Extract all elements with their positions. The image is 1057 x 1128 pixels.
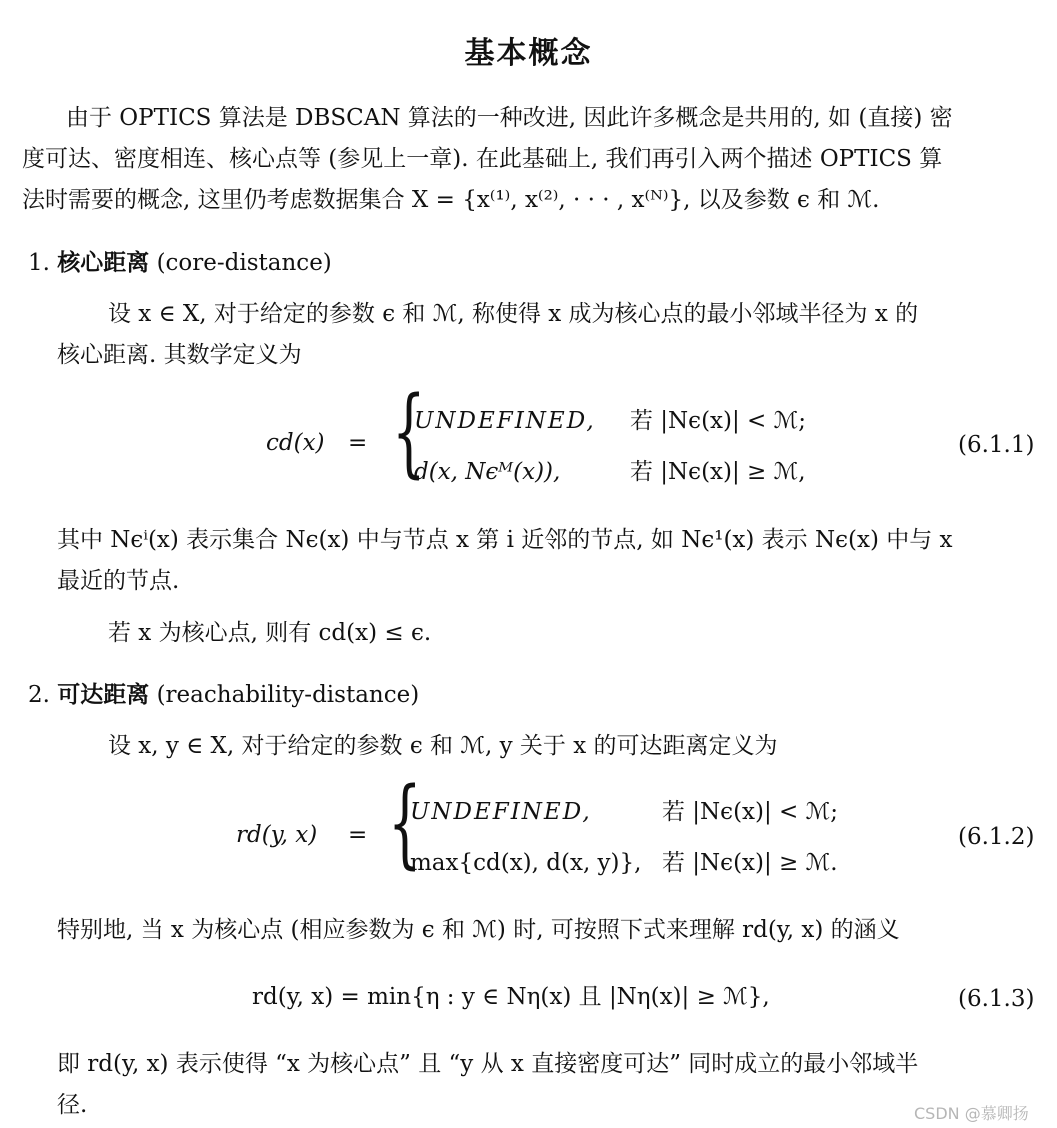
eq2-case2-value: max{cd(x), d(x, y)}, (410, 850, 642, 876)
eq2-number: (6.1.2) (958, 824, 1035, 850)
section1-para2-line1: 其中 Nϵⁱ(x) 表示集合 Nϵ(x) 中与节点 x 第 i 近邻的节点, 如 Nϵ¹(x) 表示 Nϵ(x) 中与 x (57, 527, 953, 553)
section1-para1-line2: 核心距离. 其数学定义为 (57, 342, 302, 368)
section2-para1: 设 x, y ∈ X, 对于给定的参数 ϵ 和 ℳ, y 关于 x 的可达距离定义为 (108, 733, 778, 759)
eq1-case1-condition: 若 |Nϵ(x)| < ℳ; (630, 408, 806, 434)
eq2-case2-condition: 若 |Nϵ(x)| ≥ ℳ. (662, 850, 838, 876)
watermark: CSDN @慕卿扬 (914, 1104, 1029, 1123)
section1-para1-line1: 设 x ∈ X, 对于给定的参数 ϵ 和 ℳ, 称使得 x 成为核心点的最小邻域半径为 x 的 (108, 301, 919, 327)
eq2-lhs: rd(y, x) (236, 822, 318, 848)
section2-title: 可达距离 (57, 681, 150, 708)
eq3-expression: rd(y, x) = min{η : y ∈ Nη(x) 且 |Nη(x)| ≥ ℳ}, (252, 984, 770, 1010)
eq1-case2-condition: 若 |Nϵ(x)| ≥ ℳ, (630, 459, 806, 485)
section1-heading (28, 251, 332, 275)
page-title: 基本概念 (464, 36, 593, 71)
section1-para3: 若 x 为核心点, 则有 cd(x) ≤ ϵ. (108, 620, 432, 646)
eq2-case1-value: UNDEFINED, (410, 799, 592, 825)
eq2-left-brace: { (388, 767, 422, 879)
eq1-number: (6.1.1) (958, 432, 1035, 458)
section1-title-en: (core-distance) (156, 250, 332, 276)
eq2-case1-condition: 若 |Nϵ(x)| < ℳ; (662, 799, 838, 825)
section2-para2: 特别地, 当 x 为核心点 (相应参数为 ϵ 和 ℳ) 时, 可按照下式来理解 rd(y, x) 的涵义 (57, 917, 900, 943)
section2-para3-line1: 即 rd(y, x) 表示使得 “x 为核心点” 且 “y 从 x 直接密度可达” 同时成立的最小邻域半 (57, 1051, 919, 1077)
eq1-case1-value: UNDEFINED, (414, 408, 596, 434)
section1-title: 核心距离 (57, 249, 150, 276)
intro-line-1: 由于 OPTICS 算法是 DBSCAN 算法的一种改进, 因此许多概念是共用的, 如 (直接) 密 (66, 105, 953, 131)
eq2-equals: = (348, 822, 368, 848)
eq1-equals: = (348, 430, 368, 456)
eq1-case2-value: d(x, Nϵᴹ(x)), (414, 459, 561, 485)
intro-line-2: 度可达、密度相连、核心点等 (参见上一章). 在此基础上, 我们再引入两个描述 OPTICS 算 (22, 146, 943, 172)
section2-para3-line2: 径. (57, 1092, 88, 1118)
eq3-number: (6.1.3) (958, 986, 1035, 1012)
eq1-left-brace: { (392, 376, 426, 488)
section1-para2-line2: 最近的节点. (57, 568, 180, 594)
section1-number: 1. (28, 250, 50, 276)
section2-number: 2. (28, 682, 50, 708)
section2-title-en: (reachability-distance) (156, 682, 420, 708)
eq1-lhs: cd(x) (266, 430, 325, 456)
intro-line-3: 法时需要的概念, 这里仍考虑数据集合 X = {x⁽¹⁾, x⁽²⁾, · · · , x⁽ᴺ⁾}, 以及参数 ϵ 和 ℳ. (22, 187, 880, 213)
section2-heading (28, 683, 419, 707)
